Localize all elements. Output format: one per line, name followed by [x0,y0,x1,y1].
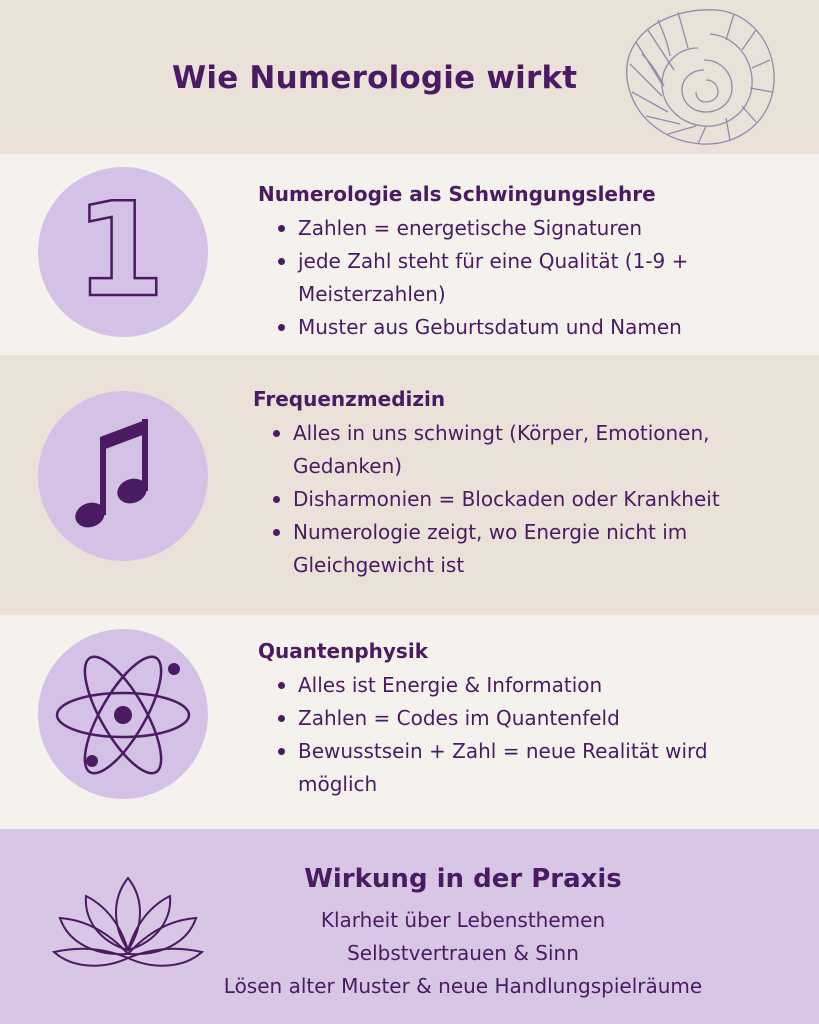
section-frequenzmedizin [0,355,819,615]
list-item: Zahlen = Codes im Quantenfeld [298,702,718,735]
atom-icon [38,629,208,799]
list-item: jede Zahl steht für eine Qualität (1-9 + Meisterzahlen) [298,245,728,311]
section-content [258,637,718,801]
list-item: Alles in uns schwingt (Körper, Emotionen, Gedanken) [293,417,783,483]
number-one-icon [38,167,208,337]
section-title: Numerologie als Schwingungslehre [258,182,656,206]
music-note-icon [38,391,208,561]
seashell-icon [618,4,778,154]
list-item: Muster aus Geburtsdatum und Namen [298,311,728,344]
bullet-list [258,212,728,344]
section-content [258,180,728,344]
list-item: Alles ist Energie & Information [298,669,718,702]
page-title: Wie Numerologie wirkt [172,60,578,96]
section-title: Frequenzmedizin [253,387,446,411]
footer-line: Lösen alter Muster & neue Handlungspielräume [223,974,703,998]
footer [0,829,819,1024]
list-item: Zahlen = energetische Signaturen [298,212,728,245]
section-title: Quantenphysik [258,639,428,663]
footer-line: Selbstvertrauen & Sinn [347,941,579,965]
bullet-list [258,669,718,801]
section-quantenphysik [0,615,819,829]
bullet-list [253,417,783,582]
header [0,0,819,154]
section-schwingungslehre [0,154,819,355]
footer-lines [0,904,819,1003]
list-item: Numerologie zeigt, wo Energie nicht im Gleichgewicht ist [293,516,763,582]
footer-line: Klarheit über Lebensthemen [320,908,606,932]
section-content [253,385,783,582]
footer-title: Wirkung in der Praxis [304,864,622,894]
list-item: Bewusstsein + Zahl = neue Realität wird möglich [298,735,718,801]
list-item: Disharmonien = Blockaden oder Krankheit [293,483,783,516]
svg-text:1: 1 [74,174,166,326]
